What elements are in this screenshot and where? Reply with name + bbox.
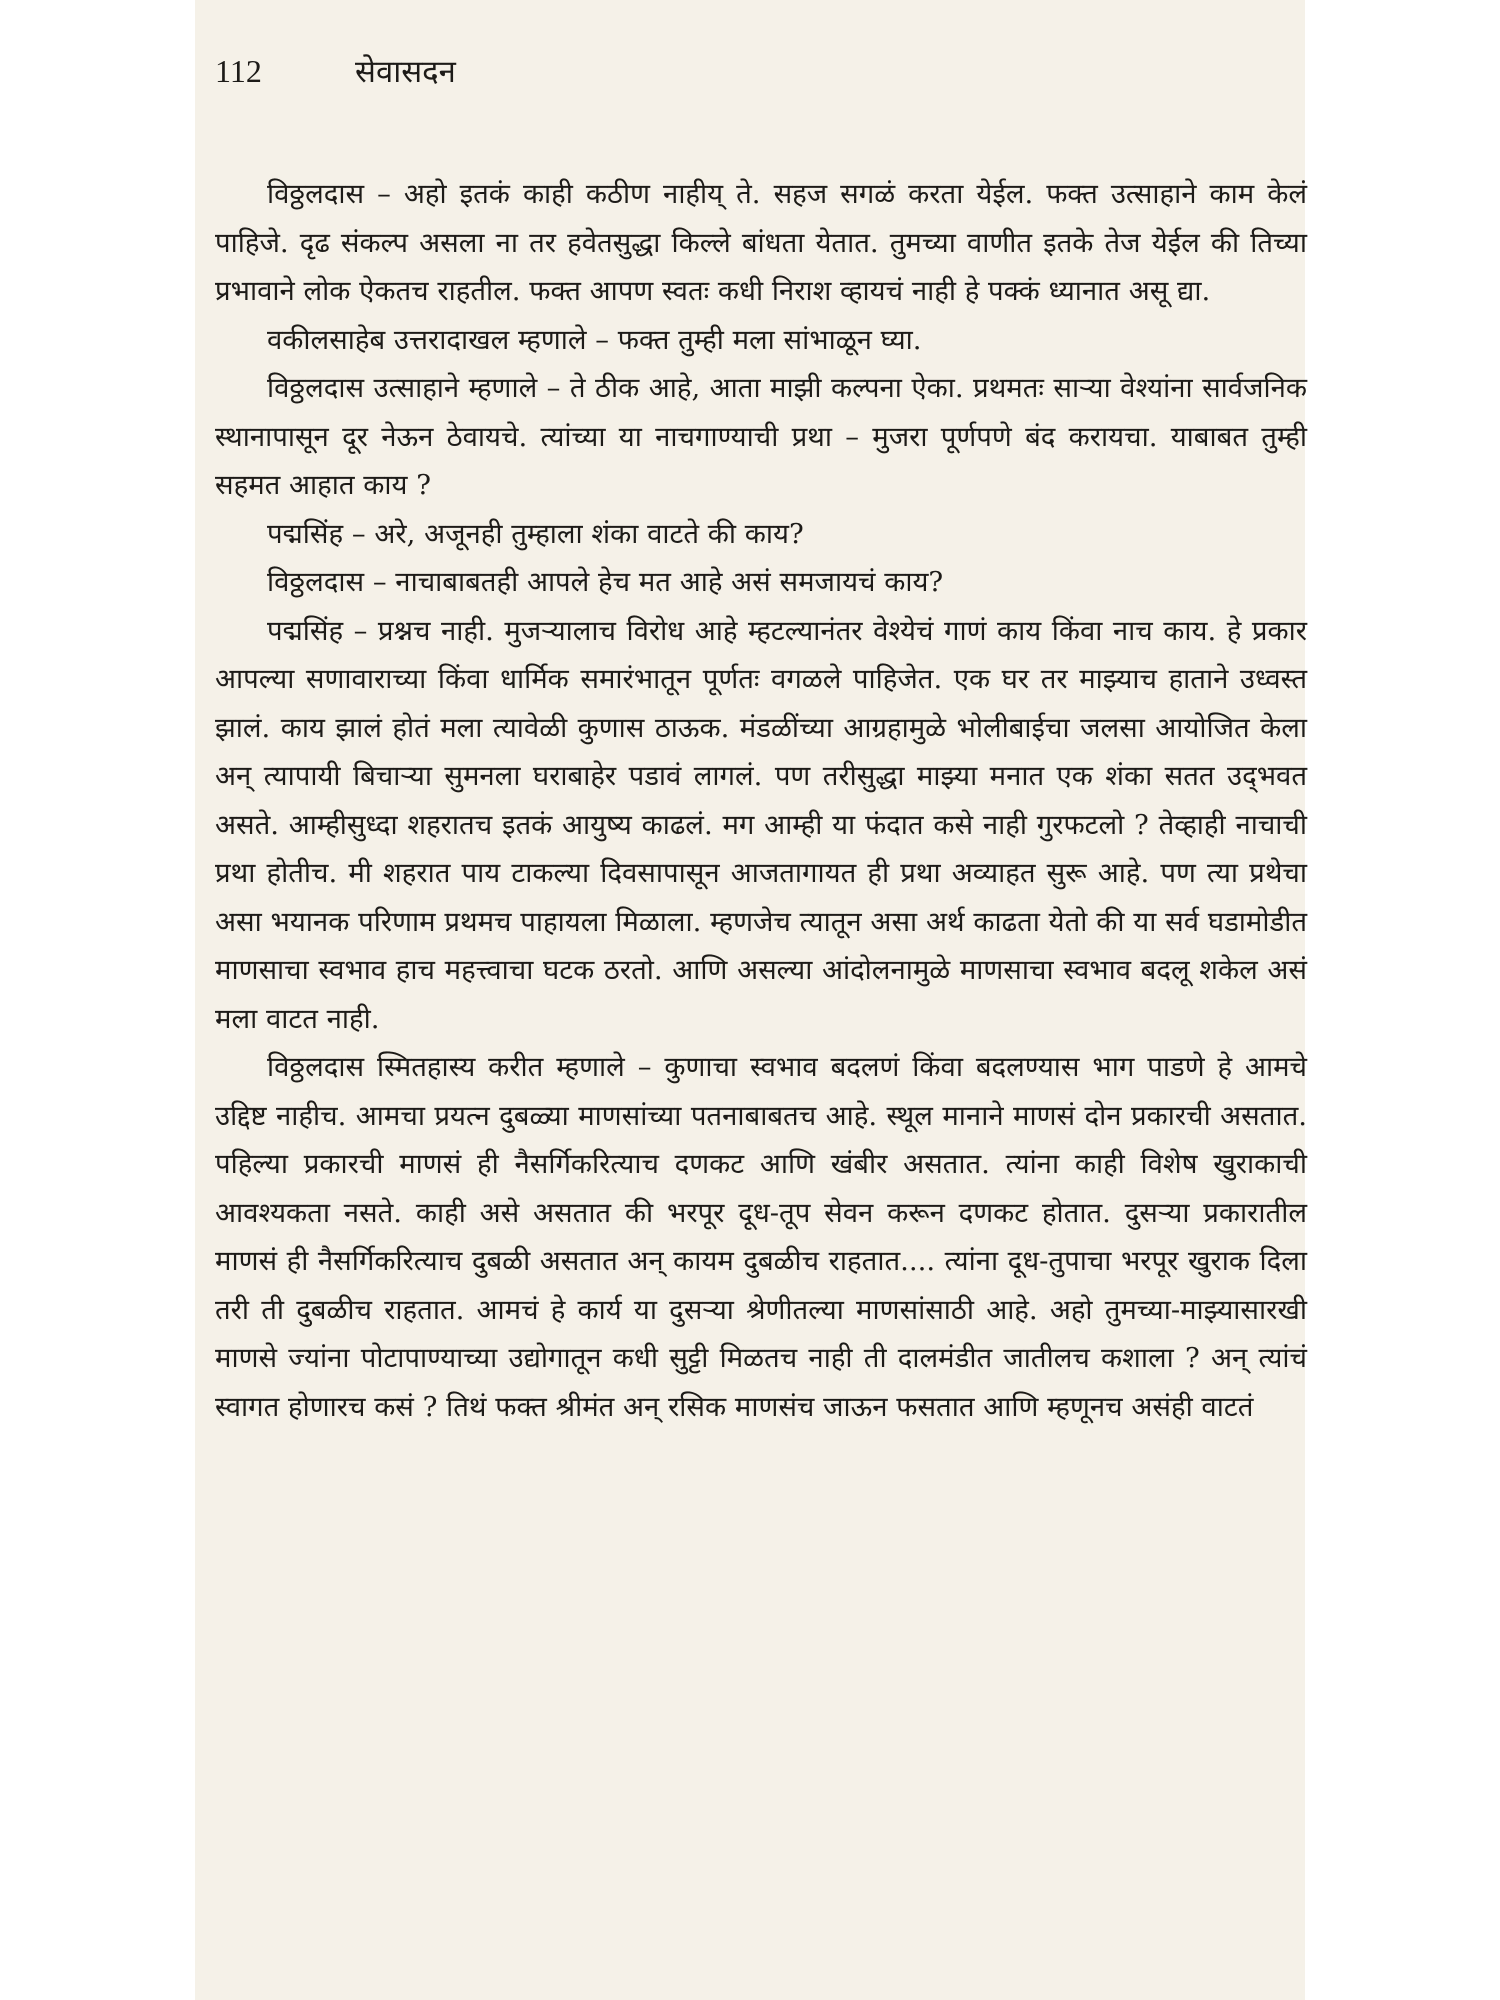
- paragraph-7: विठ्ठलदास स्मितहास्य करीत म्हणाले – कुणाचा स्वभाव बदलणं किंवा बदलण्यास भाग पाडणे हे आमचे उद्दिष्ट नाहीच. आमचा प्रयत्न दुबळ्या माणसांच्या पतनाबाबतच आहे. स्थूल मानाने माणसं दोन प्रकारची असतात. पहिल्या प्रकारची माणसं ही नैसर्गिकरित्याच दणकट आणि खंबीर असतात. त्यांना काही विशेष खुराकाची आवश्यकता नसते. काही असे असतात की भरपूर दूध-तूप सेवन करून दणकट होतात. दुसऱ्या प्रकारातील माणसं ही नैसर्गिकरित्याच दुबळी असतात अन् कायम दुबळीच राहतात.... त्यांना दूध-तुपाचा भरपूर खुराक दिला तरी ती दुबळीच राहतात. आमचं हे कार्य या दुसऱ्या श्रेणीतल्या माणसांसाठी आहे. अहो तुमच्या-माझ्यासारखी माणसे ज्यांना पोटापाण्याच्या उद्योगातून कधी सुट्टी मिळतच नाही ती दालमंडीत जातीलच कशाला ? अन् त्यांचं स्वागत होणारच कसं ? तिथं फक्त श्रीमंत अन् रसिक माणसंच जाऊन फसतात आणि म्हणूनच असंही वाटतं: [215, 1051, 1307, 1423]
- page-header: [215, 50, 1305, 120]
- running-title: सेवासदन: [355, 54, 456, 90]
- page-body: [215, 170, 1307, 1431]
- paragraph-3: विठ्ठलदास उत्साहाने म्हणाले – ते ठीक आहे, आता माझी कल्पना ऐका. प्रथमतः साऱ्या वेश्यांना सार्वजनिक स्थानापासून दूर नेऊन ठेवायचे. त्यांच्या या नाचगाण्याची प्रथा – मुजरा पूर्णपणे बंद करायचा. याबाबत तुम्ही सहमत आहात काय ?: [215, 372, 1307, 501]
- book-page: [195, 0, 1305, 2000]
- page-number: 112: [215, 53, 262, 89]
- paragraph-4: पद्मसिंह – अरे, अजूनही तुम्हाला शंका वाटते की काय?: [267, 517, 804, 550]
- paragraph-2: वकीलसाहेब उत्तरादाखल म्हणाले – फक्त तुम्ही मला सांभाळून घ्या.: [267, 323, 922, 356]
- paragraph-5: विठ्ठलदास – नाचाबाबतही आपले हेच मत आहे असं समजायचं काय?: [267, 566, 944, 598]
- paragraph-1: विठ्ठलदास – अहो इतकं काही कठीण नाहीय् ते. सहज सगळं करता येईल. फक्त उत्साहाने काम केलं पाहिजे. दृढ संकल्प असला ना तर हवेतसुद्धा किल्ले बांधता येतात. तुमच्या वाणीत इतके तेज येईल की तिच्या प्रभावाने लोक ऐकतच राहतील. फक्त आपण स्वतः कधी निराश व्हायचं नाही हे पक्कं ध्यानात असू द्या.: [215, 178, 1307, 307]
- paragraph-6: पद्मसिंह – प्रश्नच नाही. मुजऱ्यालाच विरोध आहे म्हटल्यानंतर वेश्येचं गाणं काय किंवा नाच काय. हे प्रकार आपल्या सणावाराच्या किंवा धार्मिक समारंभातून पूर्णतः वगळले पाहिजेत. एक घर तर माझ्याच हाताने उध्वस्त झालं. काय झालं होतं मला त्यावेळी कुणास ठाऊक. मंडळींच्या आग्रहामुळे भोलीबाईचा जलसा आयोजित केला अन् त्यापायी बिचाऱ्या सुमनला घराबाहेर पडावं लागलं. पण तरीसुद्धा माझ्या मनात एक शंका सतत उद्‌भवत असते. आम्हीसुध्दा शहरातच इतकं आयुष्य काढलं. मग आम्ही या फंदात कसे नाही गुरफटलो ? तेव्हाही नाचाची प्रथा होतीच. मी शहरात पाय टाकल्या दिवसापासून आजतागायत ही प्रथा अव्याहत सुरू आहे. पण त्या प्रथेचा असा भयानक परिणाम प्रथमच पाहायला मिळाला. म्हणजेच त्यातून असा अर्थ काढता येतो की या सर्व घडामोडीत माणसाचा स्वभाव हाच महत्त्वाचा घटक ठरतो. आणि असल्या आंदोलनामुळे माणसाचा स्वभाव बदलू शकेल असं मला वाटत नाही.: [215, 614, 1307, 1035]
